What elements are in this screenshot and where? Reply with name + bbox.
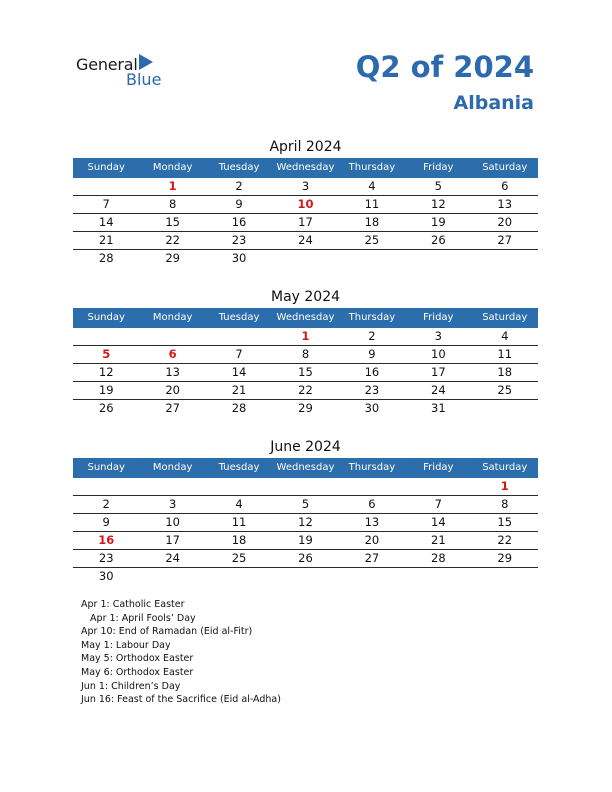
weekday-header: Friday (423, 312, 454, 323)
weekday-header: Wednesday (276, 162, 335, 173)
week-row (73, 550, 538, 568)
day-cell: 24 (298, 233, 313, 247)
holiday-note: May 6: Orthodox Easter (81, 666, 194, 678)
day-cell: 20 (165, 383, 180, 397)
week-row (73, 346, 538, 364)
weekday-header-row (73, 158, 538, 178)
day-cell: 25 (364, 233, 380, 247)
holiday-note: Jun 1: Children’s Day (81, 680, 181, 692)
day-cell (139, 328, 205, 345)
day-cell: 4 (235, 497, 243, 511)
holiday-day-cell: 16 (98, 533, 115, 547)
weekday-header: Tuesday (218, 162, 260, 173)
day-cell: 6 (501, 179, 509, 193)
day-cell (73, 178, 139, 195)
holiday-day-cell: 6 (168, 347, 177, 361)
day-cell: 14 (231, 365, 247, 379)
day-cell: 9 (102, 515, 110, 529)
day-cell: 28 (431, 551, 446, 565)
month-title: May 2024 (270, 289, 341, 305)
day-cell: 21 (431, 533, 446, 547)
day-cell: 23 (98, 551, 114, 565)
day-cell (206, 328, 272, 345)
day-cell: 29 (165, 251, 180, 265)
day-cell: 19 (98, 383, 114, 397)
month-june (73, 437, 538, 585)
day-cell: 2 (368, 329, 376, 343)
day-cell (405, 250, 471, 267)
day-cell: 30 (364, 401, 380, 415)
day-cell: 27 (364, 551, 380, 565)
day-cell: 13 (497, 197, 513, 211)
week-row (73, 328, 538, 346)
holiday-notes (81, 598, 481, 707)
day-cell: 27 (165, 401, 180, 415)
day-cell: 15 (298, 365, 313, 379)
logo-triangle-icon (139, 54, 153, 70)
day-cell: 10 (431, 347, 446, 361)
weekday-header: Sunday (87, 312, 125, 323)
day-cell: 13 (165, 365, 180, 379)
day-cell: 13 (364, 515, 380, 529)
weekday-header: Wednesday (276, 462, 335, 473)
week-row (73, 382, 538, 400)
country-name: Albania (453, 92, 534, 114)
month-may (73, 287, 538, 417)
holiday-note: Apr 1: April Fools’ Day (81, 612, 196, 624)
day-cell: 4 (501, 329, 509, 343)
week-row (73, 178, 538, 196)
day-cell: 14 (431, 515, 446, 529)
day-cell: 4 (368, 179, 376, 193)
holiday-day-cell: 1 (168, 179, 177, 193)
day-cell: 30 (98, 569, 114, 583)
holiday-day-cell: 10 (297, 197, 314, 211)
weekday-header: Monday (152, 162, 193, 173)
day-cell: 17 (165, 533, 180, 547)
quarter-title: Q2 of 2024 (355, 50, 534, 84)
day-cell: 11 (231, 515, 247, 529)
day-cell: 24 (165, 551, 180, 565)
day-cell (472, 400, 538, 417)
day-cell: 7 (102, 197, 110, 211)
day-cell: 17 (298, 215, 313, 229)
day-cell (73, 328, 139, 345)
day-cell: 8 (501, 497, 509, 511)
day-cell: 20 (497, 215, 513, 229)
day-cell: 2 (102, 497, 110, 511)
day-cell: 14 (98, 215, 114, 229)
weekday-header: Friday (423, 162, 454, 173)
day-cell (73, 478, 139, 495)
day-cell: 9 (368, 347, 376, 361)
day-cell: 18 (364, 215, 380, 229)
day-cell: 11 (364, 197, 380, 211)
weekday-header: Wednesday (276, 312, 335, 323)
day-cell: 28 (98, 251, 114, 265)
day-cell (139, 568, 205, 585)
weekday-header-row (73, 458, 538, 478)
weekday-header: Thursday (348, 162, 396, 173)
day-cell (272, 250, 338, 267)
week-row (73, 514, 538, 532)
day-cell: 26 (298, 551, 313, 565)
day-cell: 29 (298, 401, 313, 415)
day-cell: 18 (497, 365, 513, 379)
day-cell: 23 (364, 383, 380, 397)
day-cell (206, 568, 272, 585)
day-cell (405, 478, 471, 495)
holiday-day-cell: 5 (102, 347, 111, 361)
weekday-header: Tuesday (218, 462, 260, 473)
day-cell: 15 (165, 215, 180, 229)
week-row (73, 568, 538, 585)
day-cell: 25 (497, 383, 513, 397)
weekday-header: Monday (152, 462, 193, 473)
day-cell: 21 (231, 383, 247, 397)
weekday-header: Friday (423, 462, 454, 473)
day-cell: 7 (434, 497, 442, 511)
day-cell: 11 (497, 347, 513, 361)
day-cell: 19 (298, 533, 313, 547)
week-row (73, 532, 538, 550)
holiday-note: Apr 1: Catholic Easter (81, 599, 185, 610)
day-cell (339, 250, 405, 267)
logo-general-text: General (76, 55, 138, 74)
day-cell: 25 (231, 551, 247, 565)
day-cell: 26 (431, 233, 446, 247)
day-cell: 21 (98, 233, 114, 247)
day-cell: 10 (165, 515, 180, 529)
day-cell: 5 (434, 179, 442, 193)
day-cell: 7 (235, 347, 243, 361)
day-cell (339, 478, 405, 495)
day-cell: 24 (431, 383, 446, 397)
holiday-note: May 1: Labour Day (81, 639, 171, 651)
weekday-header: Saturday (482, 162, 528, 173)
day-cell: 6 (368, 497, 376, 511)
day-cell (206, 478, 272, 495)
day-cell: 30 (231, 251, 247, 265)
day-cell: 26 (98, 401, 114, 415)
day-cell: 28 (231, 401, 247, 415)
weekday-header-row (73, 308, 538, 328)
day-cell: 5 (301, 497, 310, 511)
day-cell: 8 (168, 197, 177, 211)
holiday-note: May 5: Orthodox Easter (81, 653, 194, 665)
day-cell: 16 (231, 215, 247, 229)
week-row (73, 232, 538, 250)
day-cell: 12 (298, 515, 313, 529)
day-cell: 16 (364, 365, 380, 379)
day-cell: 3 (301, 179, 310, 193)
day-cell: 27 (497, 233, 513, 247)
day-cell: 22 (497, 533, 513, 547)
day-cell: 3 (168, 497, 177, 511)
weekday-header: Thursday (348, 462, 396, 473)
day-cell: 3 (434, 329, 442, 343)
holiday-note: Apr 10: End of Ramadan (Eid al-Fitr) (81, 626, 253, 638)
month-april (73, 137, 538, 267)
day-cell: 2 (235, 179, 243, 193)
day-cell (472, 568, 538, 585)
generalblue-logo (76, 52, 186, 92)
month-title: June 2024 (270, 439, 341, 455)
holiday-day-cell: 1 (301, 329, 310, 343)
holiday-day-cell: 1 (500, 479, 509, 493)
week-row (73, 250, 538, 267)
day-cell: 9 (235, 197, 243, 211)
week-row (73, 496, 538, 514)
day-cell (272, 568, 338, 585)
week-row (73, 214, 538, 232)
weekday-header: Tuesday (218, 312, 260, 323)
day-cell: 31 (431, 401, 446, 415)
day-cell (472, 250, 538, 267)
logo-blue-text: Blue (126, 70, 162, 89)
weekday-header: Monday (152, 312, 193, 323)
week-row (73, 364, 538, 382)
day-cell: 12 (98, 365, 114, 379)
month-title: April 2024 (269, 139, 342, 155)
day-cell (405, 568, 471, 585)
weekday-header: Saturday (482, 312, 528, 323)
day-cell: 22 (298, 383, 313, 397)
day-cell: 19 (431, 215, 446, 229)
day-cell: 15 (497, 515, 513, 529)
holiday-note: Jun 16: Feast of the Sacrifice (Eid al-Adha) (81, 694, 281, 706)
day-cell (272, 478, 338, 495)
week-row (73, 478, 538, 496)
day-cell (339, 568, 405, 585)
week-row (73, 196, 538, 214)
day-cell: 22 (165, 233, 180, 247)
weekday-header: Sunday (87, 162, 125, 173)
day-cell: 17 (431, 365, 446, 379)
day-cell: 20 (364, 533, 380, 547)
day-cell: 23 (231, 233, 247, 247)
day-cell: 8 (301, 347, 310, 361)
week-row (73, 400, 538, 417)
day-cell: 18 (231, 533, 247, 547)
day-cell (139, 478, 205, 495)
day-cell: 12 (431, 197, 446, 211)
weekday-header: Sunday (87, 462, 125, 473)
weekday-header: Saturday (482, 462, 528, 473)
day-cell: 29 (497, 551, 513, 565)
weekday-header: Thursday (348, 312, 396, 323)
